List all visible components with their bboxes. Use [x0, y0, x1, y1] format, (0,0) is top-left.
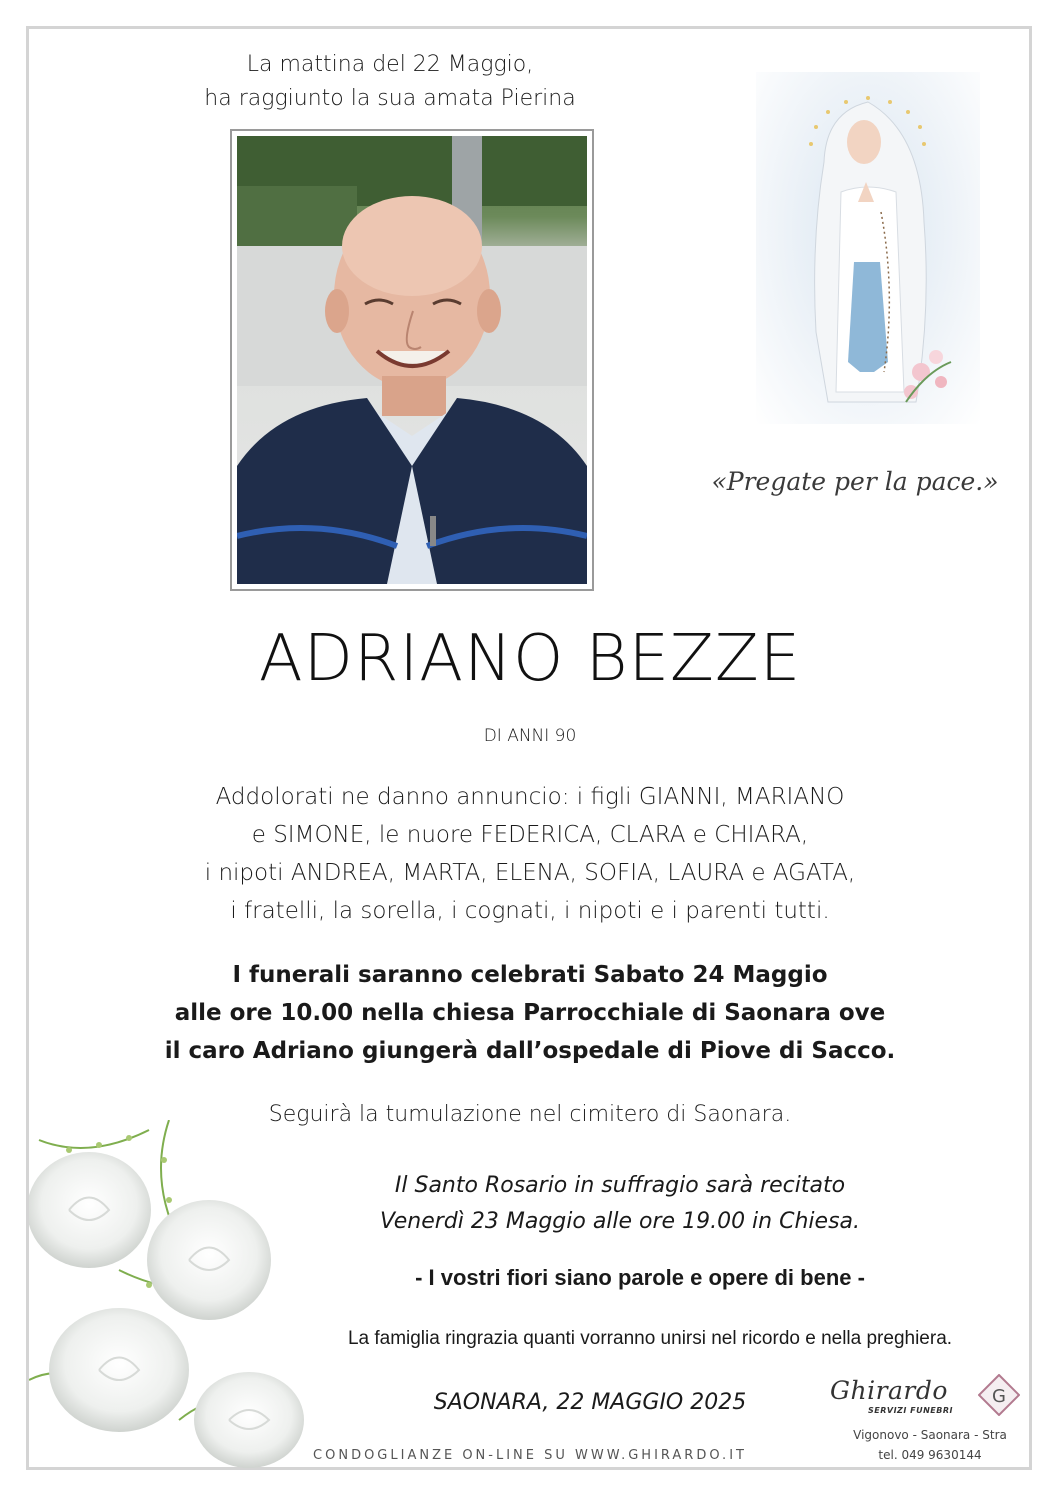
- announcement-text: [110, 778, 950, 930]
- burial-info: Seguirà la tumulazione nel cimitero di Saonara.: [268, 1102, 792, 1127]
- white-roses-image: [29, 1120, 359, 1468]
- logo-subtitle: SERVIZI FUNEBRI: [868, 1406, 953, 1415]
- announcement-line: i nipoti ANDREA, MARTA, ELENA, SOFIA, LAURA e AGATA,: [204, 860, 856, 886]
- madonna-illustration: [756, 72, 980, 424]
- funeral-line: alle ore 10.00 nella chiesa Parrocchiale di Saonara ove: [174, 1000, 886, 1026]
- logo-diamond-icon: [978, 1374, 1020, 1416]
- funeral-home-phone: tel. 049 9630144: [878, 1448, 982, 1462]
- quote-text: «Pregate per la pace.»: [711, 467, 999, 496]
- portrait-illustration: [237, 136, 587, 584]
- logo-name: Ghirardo: [830, 1376, 948, 1405]
- portrait-photo: [237, 136, 587, 584]
- funeral-info: [110, 956, 950, 1070]
- place-date: SAONARA, 22 MAGGIO 2025: [433, 1390, 747, 1415]
- deceased-age: DI ANNI 90: [483, 726, 577, 746]
- rosary-line: Venerdì 23 Maggio alle ore 19.00 in Chiesa.: [379, 1209, 860, 1234]
- funeral-home-logo: [830, 1376, 1030, 1416]
- flowers-note: - I vostri fiori siano parole e opere di bene -: [415, 1265, 865, 1290]
- funeral-line: il caro Adriano giungerà dall’ospedale di Piove di Sacco.: [164, 1038, 896, 1064]
- funeral-home-places: Vigonovo - Saonara - Stra: [853, 1428, 1007, 1442]
- deceased-name: ADRIANO BEZZE: [258, 622, 802, 696]
- intro-line-1: La mattina del 22 Maggio,: [246, 52, 534, 77]
- portrait-frame: [230, 129, 594, 591]
- logo-mark-letter: G: [992, 1386, 1006, 1407]
- announcement-line: e SIMONE, le nuore FEDERICA, CLARA e CHIARA,: [251, 822, 809, 848]
- announcement-line: Addolorati ne danno annuncio: i figli GIANNI, MARIANO: [215, 784, 845, 810]
- funeral-line: I funerali saranno celebrati Sabato 24 Maggio: [232, 962, 828, 988]
- thanks-text: La famiglia ringrazia quanti vorranno unirsi nel ricordo e nella preghiera.: [347, 1328, 953, 1349]
- rosary-line: Il Santo Rosario in suffragio sarà recitato: [394, 1173, 846, 1198]
- condolences-link: CONDOGLIANZE ON-LINE SU WWW.GHIRARDO.IT: [313, 1448, 747, 1463]
- rosary-info: [300, 1168, 940, 1240]
- intro-line-2: ha raggiunto la sua amata Pierina: [204, 86, 576, 111]
- intro-text: [150, 48, 630, 116]
- madonna-image: [756, 72, 980, 424]
- white-roses-illustration: [29, 1120, 359, 1468]
- announcement-line: i fratelli, la sorella, i cognati, i nipoti e i parenti tutti.: [230, 898, 830, 924]
